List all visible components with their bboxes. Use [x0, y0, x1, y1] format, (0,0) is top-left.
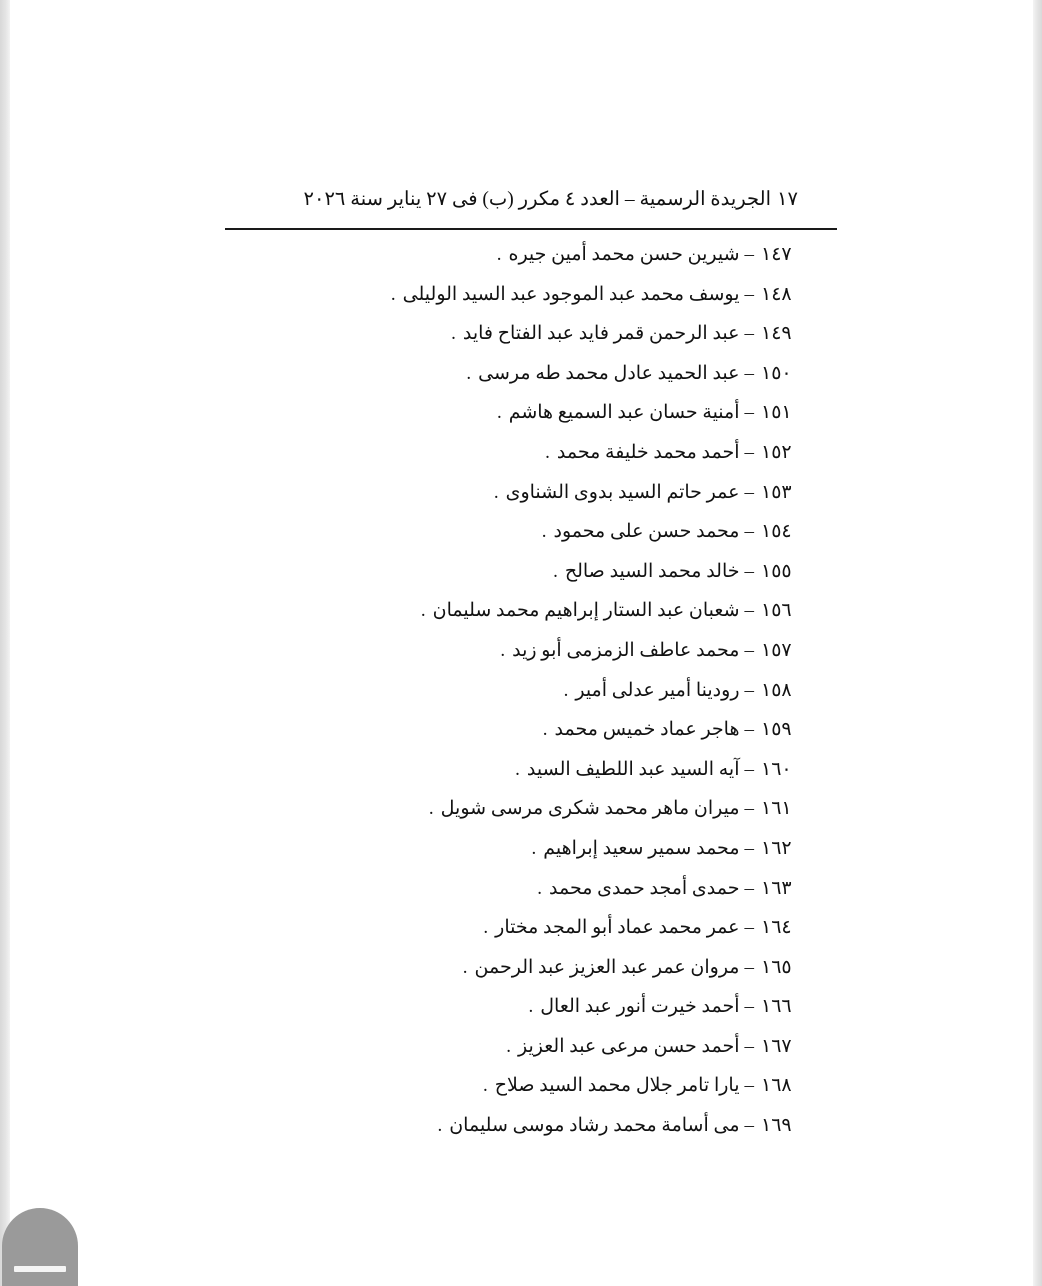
- list-item: [225, 243, 805, 283]
- list-item-separator: –: [744, 1035, 754, 1057]
- viewer-handle-button[interactable]: [2, 1208, 78, 1286]
- list-item-name: مروان عمر عبد العزيز عبد الرحمن: [474, 956, 740, 978]
- list-item-terminator: .: [496, 244, 502, 265]
- list-item-name: أحمد محمد خليفة محمد: [556, 441, 740, 463]
- list-item: [225, 441, 805, 481]
- list-item-separator: –: [744, 719, 754, 741]
- list-item-separator: –: [744, 758, 754, 780]
- list-item-name: أحمد حسن مرعى عبد العزيز: [517, 1035, 740, 1057]
- list-item: [225, 362, 805, 402]
- list-item-terminator: .: [515, 758, 520, 780]
- list-item-name: حمدى أمجد حمدى محمد: [549, 877, 740, 899]
- list-item-separator: –: [744, 877, 754, 899]
- list-item-name: عبد الرحمن قمر فايد عبد الفتاح فايد: [462, 323, 740, 345]
- viewer-handle-bar-icon: [14, 1266, 66, 1272]
- list-item-index: ١٥٧: [761, 639, 792, 661]
- list-item-name: عبد الحميد عادل محمد طه مرسى: [478, 362, 740, 384]
- list-item: [225, 718, 805, 758]
- list-item-name: يوسف محمد عبد الموجود عبد السيد الوليلى: [402, 283, 740, 305]
- list-item-name: عمر حاتم السيد بدوى الشناوى: [505, 481, 740, 503]
- list-item-terminator: .: [506, 1035, 511, 1057]
- list-item-index: ١٦٤: [761, 917, 792, 939]
- list-item-name: آيه السيد عبد اللطيف السيد: [526, 758, 740, 780]
- list-item-index: ١٥٥: [761, 560, 792, 582]
- list-item: [225, 520, 805, 560]
- list-item-separator: –: [744, 481, 754, 503]
- list-item-index: ١٦٩: [761, 1115, 792, 1137]
- list-item: [225, 916, 805, 956]
- list-item-terminator: .: [420, 600, 426, 622]
- list-item-name: محمد حسن على محمود: [553, 521, 740, 543]
- list-item-separator: –: [744, 639, 754, 661]
- list-item-terminator: .: [482, 1075, 488, 1097]
- list-item-name: خالد محمد السيد صالح: [564, 560, 740, 582]
- list-item-index: ١٤٧: [761, 244, 792, 265]
- list-item-terminator: .: [563, 679, 569, 701]
- list-item-name: ميران ماهر محمد شكرى مرسى شويل: [440, 798, 740, 820]
- list-item-separator: –: [744, 798, 754, 820]
- list-item-terminator: .: [553, 560, 558, 582]
- list-item: [225, 877, 805, 917]
- list-item-separator: –: [744, 560, 754, 582]
- list-item-separator: –: [744, 283, 754, 305]
- list-item: [225, 481, 805, 521]
- list-item-index: ١٥٠: [761, 362, 792, 384]
- list-item-terminator: .: [437, 1115, 443, 1137]
- page-edge-strip-right: [1033, 0, 1042, 1286]
- list-item-name: شيرين حسن محمد أمين جيره: [508, 244, 740, 265]
- list-item-index: ١٦٦: [761, 996, 792, 1018]
- list-item-separator: –: [744, 600, 754, 622]
- list-item-terminator: .: [428, 798, 434, 820]
- list-item-separator: –: [744, 362, 754, 384]
- list-item-name: هاجر عماد خميس محمد: [554, 719, 740, 741]
- list-item-index: ١٦٣: [761, 877, 792, 899]
- list-item-index: ١٤٩: [761, 323, 792, 345]
- list-item: [225, 797, 805, 837]
- list-item-terminator: .: [462, 956, 468, 978]
- list-item-separator: –: [744, 1115, 754, 1137]
- list-item-index: ١٥٩: [761, 719, 792, 741]
- page-running-head: [225, 182, 837, 216]
- list-item-index: ١٥١: [761, 402, 792, 424]
- list-item-terminator: .: [466, 362, 472, 384]
- list-item: [225, 1114, 805, 1154]
- list-item-index: ١٦٥: [761, 956, 792, 978]
- list-item: [225, 283, 805, 323]
- list-item-name: محمد سمير سعيد إبراهيم: [543, 837, 740, 859]
- list-item-index: ١٥٨: [761, 679, 792, 701]
- list-item: [225, 837, 805, 877]
- list-item-name: عمر محمد عماد أبو المجد مختار: [495, 917, 740, 939]
- list-item-separator: –: [744, 1075, 754, 1097]
- page-edge-strip-left: [0, 0, 10, 1286]
- list-item-terminator: .: [500, 639, 506, 661]
- list-item-terminator: .: [483, 917, 489, 939]
- list-item-name: رودينا أمير عدلى أمير: [575, 679, 740, 701]
- list-item: [225, 1074, 805, 1114]
- list-item-terminator: .: [531, 837, 537, 859]
- list-item: [225, 956, 805, 996]
- list-item-index: ١٦٠: [761, 758, 792, 780]
- list-item-separator: –: [744, 917, 754, 939]
- list-item-separator: –: [744, 996, 754, 1018]
- list-item-terminator: .: [451, 323, 456, 345]
- numbered-name-list: [225, 243, 805, 1154]
- list-item-index: ١٤٨: [761, 283, 792, 305]
- list-item: [225, 599, 805, 639]
- list-item-index: ١٥٦: [761, 600, 792, 622]
- list-item-separator: –: [744, 323, 754, 345]
- list-item-name: أمنية حسان عبد السميع هاشم: [508, 402, 740, 424]
- header-divider-rule: [225, 228, 837, 230]
- page-title: الجريدة الرسمية – العدد ٤ مكرر (ب) فى ٢٧ يناير سنة ٢٠٢٦: [303, 189, 771, 210]
- list-item-terminator: .: [493, 481, 499, 503]
- list-item-name: شعبان عبد الستار إبراهيم محمد سليمان: [432, 600, 740, 622]
- list-item-index: ١٥٢: [761, 441, 792, 463]
- list-item: [225, 995, 805, 1035]
- list-item-name: محمد عاطف الزمزمى أبو زيد: [512, 639, 740, 661]
- list-item-name: مى أسامة محمد رشاد موسى سليمان: [449, 1115, 740, 1137]
- list-item-separator: –: [744, 441, 754, 463]
- list-item-separator: –: [744, 402, 754, 424]
- document-page: [10, 0, 1033, 1286]
- list-item-separator: –: [744, 956, 754, 978]
- list-item: [225, 322, 805, 362]
- list-item-separator: –: [744, 837, 754, 859]
- list-item: [225, 679, 805, 719]
- page-number: ١٧: [777, 189, 798, 210]
- list-item-terminator: .: [537, 877, 542, 899]
- list-item-terminator: .: [528, 996, 534, 1018]
- list-item-terminator: .: [390, 283, 396, 305]
- list-item-index: ١٦٨: [761, 1075, 792, 1097]
- list-item: [225, 401, 805, 441]
- list-item-separator: –: [744, 679, 754, 701]
- list-item: [225, 758, 805, 798]
- list-item-separator: –: [744, 521, 754, 543]
- list-item-separator: –: [744, 244, 754, 265]
- list-item-terminator: .: [545, 441, 550, 463]
- list-item-terminator: .: [496, 402, 502, 424]
- list-item-index: ١٦٧: [761, 1035, 792, 1057]
- list-item-index: ١٥٣: [761, 481, 792, 503]
- list-item-name: أحمد خيرت أنور عبد العال: [540, 996, 740, 1018]
- list-item: [225, 1035, 805, 1075]
- list-item-index: ١٦١: [761, 798, 792, 820]
- list-item-terminator: .: [542, 719, 548, 741]
- list-item: [225, 639, 805, 679]
- list-item-name: يارا تامر جلال محمد السيد صلاح: [494, 1075, 740, 1097]
- list-item-index: ١٥٤: [761, 521, 792, 543]
- list-item-index: ١٦٢: [761, 837, 792, 859]
- list-item: [225, 560, 805, 600]
- list-item-terminator: .: [541, 521, 547, 543]
